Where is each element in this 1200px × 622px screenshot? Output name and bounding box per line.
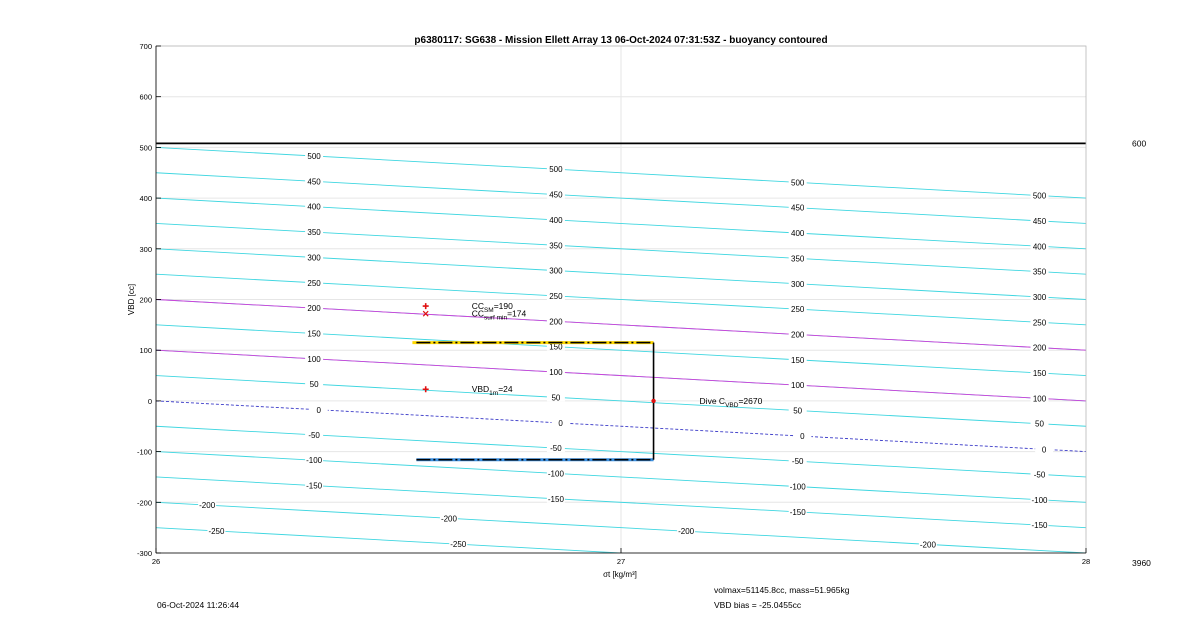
x-tick-label: 27 [616, 557, 626, 566]
contour-label: 500 [307, 152, 321, 162]
contour-label: -200 [678, 527, 695, 537]
contour-label: 50 [551, 393, 561, 403]
y-tick-label: 200 [139, 295, 152, 305]
bottom-right-label: 3960 [1132, 558, 1151, 568]
contour-label: -250 [450, 540, 467, 550]
chart-title: p6380117: SG638 - Mission Ellett Array 13 06-Oct-2024 07:31:53Z - buoyancy contoured [414, 35, 828, 46]
x-axis-label: σt [kg/m³] [603, 570, 637, 579]
hline-right-label: 600 [1132, 138, 1147, 149]
contour-label: 150 [791, 355, 805, 365]
y-tick-label: 600 [139, 92, 152, 102]
contour-label: -100 [306, 456, 323, 466]
contour-label: 200 [791, 330, 805, 340]
contour-label: -50 [791, 457, 804, 467]
contour-label: 350 [1032, 267, 1047, 277]
contour-label: 400 [307, 202, 321, 212]
y-tick-label: 300 [139, 244, 152, 254]
contour-label: -50 [550, 444, 562, 454]
contour-label: 300 [549, 266, 563, 276]
y-tick-label: 0 [147, 396, 152, 406]
contour-label: 200 [307, 304, 321, 314]
contour-label: -150 [306, 481, 323, 491]
marker-dot [651, 399, 655, 403]
x-tick-label: 28 [1081, 557, 1091, 566]
contour-label: 150 [549, 342, 563, 352]
y-tick-label: 100 [139, 346, 152, 356]
contour-label: 50 [793, 406, 803, 416]
y-tick-label: -200 [136, 498, 152, 508]
marker-annotation: $CC_{SM}=190$ [471, 301, 513, 315]
contour-label: 250 [307, 278, 321, 288]
contour-label: 0 [558, 418, 563, 428]
contour-label: 200 [549, 317, 563, 327]
marker-plus [423, 303, 429, 309]
contour-label: 100 [791, 381, 805, 391]
contour-label: 300 [1032, 292, 1047, 302]
contour-label: 450 [307, 177, 321, 187]
contour-label: -50 [308, 430, 320, 440]
y-tick-label: 400 [139, 194, 152, 204]
contour-label: 350 [307, 228, 321, 238]
contour-label: -250 [208, 526, 225, 536]
contour-label: 450 [791, 203, 805, 213]
contour-label: 300 [307, 253, 321, 263]
marker-annotation: $VBD_{1m}=24$ [471, 384, 513, 398]
footer-volmax: volmax=51145.8cc, mass=51.965kg [714, 585, 850, 595]
contour-label: 400 [1032, 242, 1047, 252]
y-axis-label: VBD [cc] [127, 283, 136, 316]
marker-plus [423, 386, 429, 392]
contour-label: 400 [549, 215, 563, 225]
contour-label: -100 [1031, 495, 1048, 505]
contour-label: -150 [1031, 521, 1048, 531]
contour-label: 50 [309, 380, 319, 390]
contour-label: 400 [791, 229, 805, 239]
contour-label: -200 [440, 514, 457, 524]
marker-annotation: Dive $C_{VBD}=2670$ [699, 395, 763, 409]
contour-label: 250 [1032, 318, 1047, 328]
contour-label: 150 [1032, 369, 1047, 379]
contour-label: -200 [919, 540, 936, 550]
contour-label: 450 [549, 190, 563, 200]
contour-label: 100 [549, 368, 563, 378]
contour-label: 300 [791, 279, 805, 289]
contour-label: 200 [1032, 343, 1047, 353]
marker-annotation: $CC_{surf min}=174$ [471, 308, 527, 322]
contour-label: -150 [547, 494, 564, 504]
contour-label: 350 [549, 241, 563, 251]
contour-label: -50 [1033, 470, 1046, 480]
contour-label: 100 [307, 354, 321, 364]
contour-label: 0 [316, 405, 321, 415]
contour-label: 500 [1032, 191, 1047, 201]
y-tick-label: 700 [139, 42, 152, 51]
contour-label: 350 [791, 254, 805, 264]
contour-label: 150 [307, 329, 321, 339]
contour-label: 250 [549, 291, 563, 301]
contour-label: 0 [800, 432, 805, 442]
footer-vbd-bias: VBD bias = -25.0455cc [714, 600, 802, 610]
y-tick-label: -100 [136, 447, 152, 457]
footer-timestamp: 06-Oct-2024 11:26:44 [157, 600, 240, 610]
contour-label: 450 [1032, 216, 1047, 226]
x-tick-label: 26 [151, 557, 161, 566]
contour-label: -100 [547, 469, 564, 479]
contour-label: 0 [1041, 445, 1047, 455]
contour-label: -150 [789, 507, 806, 517]
contour-label: 250 [791, 305, 805, 315]
contour-label: -100 [789, 482, 806, 492]
contour-label: 50 [1035, 419, 1044, 429]
contour-label: 100 [1032, 394, 1047, 404]
contour-label: -200 [199, 501, 216, 511]
contour-label: 500 [549, 165, 563, 175]
contour-label: 500 [791, 178, 805, 188]
y-tick-label: -300 [136, 549, 152, 558]
y-tick-label: 500 [139, 143, 152, 153]
